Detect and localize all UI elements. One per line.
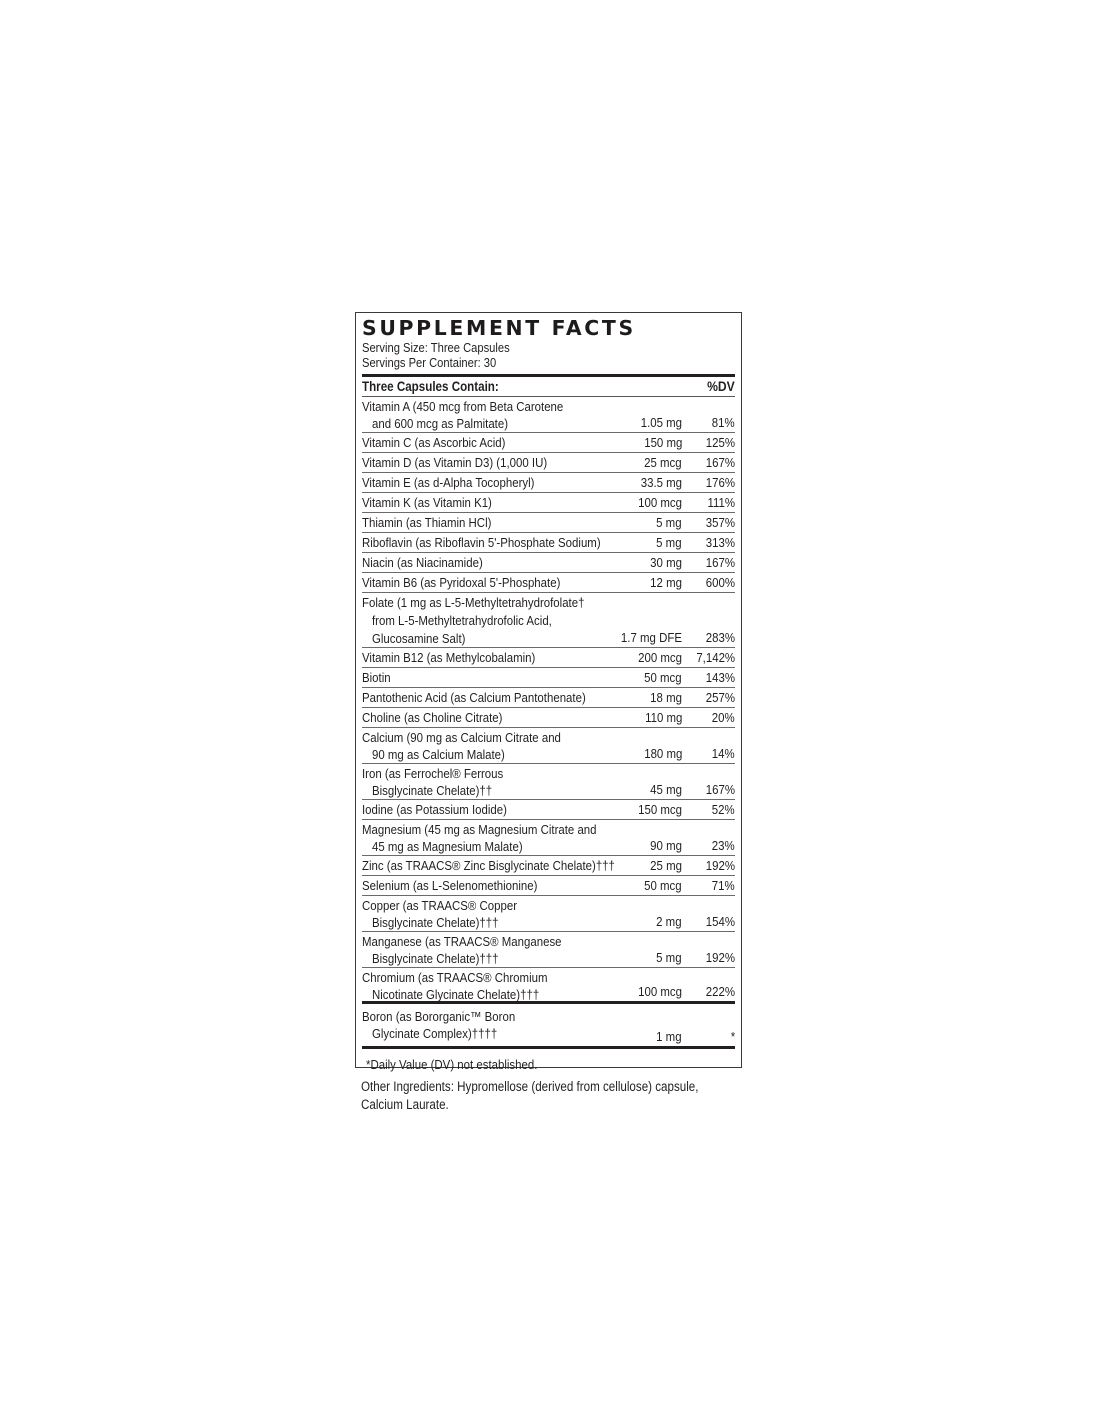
nutrient-dv bbox=[690, 649, 735, 666]
nutrient-dv-text: 20% bbox=[712, 710, 735, 725]
nutrient-row bbox=[362, 493, 735, 513]
nutrient-amount bbox=[634, 414, 682, 431]
nutrient-row bbox=[362, 593, 735, 648]
nutrient-row bbox=[362, 932, 735, 968]
nutrient-dv bbox=[701, 983, 735, 1000]
nutrient-amount-text: 100 mcg bbox=[638, 495, 682, 510]
nutrient-dv-text: 222% bbox=[705, 984, 735, 999]
nutrient-dv bbox=[701, 534, 735, 551]
nutrient-name-text: Copper (as TRAACS® Copper bbox=[362, 898, 518, 913]
nutrient-amount bbox=[631, 494, 682, 511]
nutrient-amount-text: 1.05 mg bbox=[640, 415, 682, 430]
nutrient-name-text: Iron (as Ferrochel® Ferrous bbox=[362, 766, 504, 781]
nutrient-dv-text: 81% bbox=[712, 415, 735, 430]
header-contain-label: Three Capsules Contain: bbox=[362, 379, 499, 394]
nutrient-dv bbox=[701, 629, 735, 646]
nutrient-name-text: Pantothenic Acid (as Calcium Pantothenate) bbox=[362, 690, 586, 705]
nutrient-name-line bbox=[362, 897, 735, 914]
servings-per-container bbox=[362, 355, 735, 370]
serving-size bbox=[362, 340, 735, 355]
nutrient-name-text: Zinc (as TRAACS® Zinc Bisglycinate Chelate)††† bbox=[362, 858, 615, 873]
nutrient-amount bbox=[638, 745, 682, 762]
nutrient-amount-text: 110 mg bbox=[644, 710, 682, 725]
nutrient-dv bbox=[708, 801, 735, 818]
nutrient-dv bbox=[701, 913, 735, 930]
nutrient-dv bbox=[708, 709, 735, 726]
table-header bbox=[362, 377, 735, 397]
panel-title: SUPPLEMENT FACTS bbox=[362, 316, 636, 340]
nutrient-dv-text: 600% bbox=[705, 575, 735, 590]
nutrient-dv bbox=[701, 949, 735, 966]
nutrient-name-text: Vitamin K (as Vitamin K1) bbox=[362, 495, 492, 510]
nutrient-dv bbox=[701, 434, 735, 451]
nutrient-dv-text: 167% bbox=[705, 455, 735, 470]
nutrient-name-text: Vitamin A (450 mcg from Beta Carotene bbox=[362, 399, 564, 414]
header-dv-label: %DV bbox=[707, 379, 735, 394]
nutrient-row bbox=[362, 513, 735, 533]
dv-footnote bbox=[362, 1056, 735, 1073]
nutrient-amount-text: 5 mg bbox=[656, 515, 682, 530]
nutrient-row-boron bbox=[362, 1004, 735, 1049]
nutrient-dv bbox=[701, 514, 735, 531]
nutrient-name-line bbox=[362, 1008, 735, 1025]
dv-footnote-text: *Daily Value (DV) not established. bbox=[366, 1057, 538, 1072]
nutrient-dv-text: 52% bbox=[712, 802, 735, 817]
nutrient-row bbox=[362, 800, 735, 820]
nutrient-dv-text: 283% bbox=[705, 630, 735, 645]
nutrient-amount-text: 25 mg bbox=[650, 858, 682, 873]
nutrient-amount bbox=[638, 454, 682, 471]
nutrient-dv bbox=[708, 414, 735, 431]
nutrient-name-text: Niacin (as Niacinamide) bbox=[362, 555, 483, 570]
nutrient-row bbox=[362, 820, 735, 856]
nutrient-amount bbox=[631, 983, 682, 1000]
nutrient-dv-text: 176% bbox=[705, 475, 735, 490]
nutrient-amount-text: 25 mcg bbox=[644, 455, 682, 470]
nutrient-amount bbox=[645, 554, 682, 571]
nutrient-name-line bbox=[362, 821, 735, 838]
nutrient-name-text: Glycinate Complex)†††† bbox=[372, 1026, 498, 1041]
nutrient-dv-text: 7,142% bbox=[696, 650, 735, 665]
nutrient-amount-text: 1.7 mg DFE bbox=[620, 630, 682, 645]
nutrient-row bbox=[362, 856, 735, 876]
nutrient-amount-text: 180 mg bbox=[643, 746, 682, 761]
nutrient-amount bbox=[645, 689, 682, 706]
nutrient-row bbox=[362, 728, 735, 764]
nutrient-amount-text: 2 mg bbox=[656, 914, 682, 929]
nutrient-dv bbox=[701, 454, 735, 471]
serving-size-text: Serving Size: Three Capsules bbox=[362, 340, 510, 355]
nutrient-amount bbox=[638, 434, 682, 451]
nutrient-name-line bbox=[362, 765, 735, 782]
nutrient-dv bbox=[701, 474, 735, 491]
nutrient-amount bbox=[631, 649, 682, 666]
nutrient-name-text: Vitamin C (as Ascorbic Acid) bbox=[362, 435, 506, 450]
nutrient-name-text: 45 mg as Magnesium Malate) bbox=[372, 839, 523, 854]
nutrient-name-text: Thiamin (as Thiamin HCl) bbox=[362, 515, 492, 530]
nutrient-name-text: Bisglycinate Chelate)††† bbox=[372, 915, 499, 930]
nutrient-name-text: Choline (as Choline Citrate) bbox=[362, 710, 503, 725]
nutrient-amount-text: 1 mg bbox=[656, 1029, 682, 1044]
nutrient-name-text: Folate (1 mg as L-5-Methyltetrahydrofolate† bbox=[362, 595, 585, 610]
nutrient-dv bbox=[701, 554, 735, 571]
nutrient-name-text: Vitamin D (as Vitamin D3) (1,000 IU) bbox=[362, 455, 548, 470]
nutrient-amount bbox=[652, 949, 682, 966]
nutrient-dv bbox=[701, 669, 735, 686]
nutrient-row bbox=[362, 453, 735, 473]
nutrient-amount-text: 100 mcg bbox=[638, 984, 682, 999]
nutrient-amount bbox=[652, 534, 682, 551]
nutrient-dv bbox=[708, 837, 735, 854]
nutrient-name-text: Nicotinate Glycinate Chelate)††† bbox=[372, 987, 540, 1002]
nutrient-row bbox=[362, 473, 735, 493]
nutrient-dv-text: 192% bbox=[705, 858, 735, 873]
nutrient-name-text: and 600 mcg as Palmitate) bbox=[372, 416, 509, 431]
nutrient-amount-text: 33.5 mg bbox=[640, 475, 682, 490]
nutrient-name-line bbox=[362, 612, 735, 630]
nutrient-name-text: Glucosamine Salt) bbox=[372, 631, 466, 646]
other-ingredients-line-1 bbox=[361, 1078, 741, 1096]
nutrient-amount bbox=[652, 1028, 682, 1045]
nutrient-dv-text: 125% bbox=[705, 435, 735, 450]
nutrient-row bbox=[362, 533, 735, 553]
nutrient-amount bbox=[638, 877, 682, 894]
other-ingredients-text: Other Ingredients: Hypromellose (derived from cellulose) capsule, bbox=[361, 1079, 699, 1094]
other-ingredients-text: Calcium Laurate. bbox=[361, 1097, 449, 1112]
nutrient-amount bbox=[638, 669, 682, 686]
nutrient-dv-text: * bbox=[730, 1029, 735, 1044]
nutrient-row bbox=[362, 573, 735, 593]
nutrient-amount-text: 50 mcg bbox=[644, 670, 682, 685]
nutrient-amount-text: 18 mg bbox=[650, 690, 682, 705]
nutrient-amount bbox=[639, 709, 682, 726]
nutrient-name-text: Riboflavin (as Riboflavin 5'-Phosphate Sodium) bbox=[362, 535, 601, 550]
nutrient-name-text: Selenium (as L-Selenomethionine) bbox=[362, 878, 538, 893]
nutrient-amount bbox=[652, 913, 682, 930]
nutrient-amount-text: 90 mg bbox=[650, 838, 682, 853]
nutrient-amount-text: 200 mcg bbox=[638, 650, 682, 665]
nutrient-name-text: Biotin bbox=[362, 670, 391, 685]
nutrient-dv-text: 257% bbox=[705, 690, 735, 705]
nutrient-name-text: Vitamin B6 (as Pyridoxal 5'-Phosphate) bbox=[362, 575, 561, 590]
nutrient-name-text: 90 mg as Calcium Malate) bbox=[372, 747, 505, 762]
nutrient-table bbox=[362, 397, 735, 1004]
nutrient-row bbox=[362, 397, 735, 433]
nutrient-amount-text: 50 mcg bbox=[644, 878, 682, 893]
servings-per-container-text: Servings Per Container: 30 bbox=[362, 355, 497, 370]
nutrient-dv bbox=[701, 857, 735, 874]
nutrient-name-line bbox=[362, 933, 735, 950]
nutrient-row bbox=[362, 764, 735, 800]
other-ingredients-line-2 bbox=[361, 1096, 741, 1114]
nutrient-row bbox=[362, 668, 735, 688]
nutrient-amount bbox=[645, 857, 682, 874]
nutrient-row bbox=[362, 708, 735, 728]
nutrient-row bbox=[362, 688, 735, 708]
nutrient-amount bbox=[634, 474, 682, 491]
nutrient-dv bbox=[730, 1028, 735, 1045]
nutrient-row bbox=[362, 876, 735, 896]
nutrient-amount-text: 45 mg bbox=[650, 782, 682, 797]
nutrient-row bbox=[362, 433, 735, 453]
nutrient-row bbox=[362, 896, 735, 932]
nutrient-name-line bbox=[362, 729, 735, 746]
nutrient-row bbox=[362, 968, 735, 1004]
nutrient-dv-text: 154% bbox=[705, 914, 735, 929]
other-ingredients bbox=[361, 1078, 741, 1114]
nutrient-dv-text: 192% bbox=[705, 950, 735, 965]
nutrient-amount bbox=[645, 574, 682, 591]
nutrient-name-text: Iodine (as Potassium Iodide) bbox=[362, 802, 507, 817]
nutrient-dv bbox=[708, 877, 735, 894]
nutrient-amount-text: 150 mcg bbox=[638, 802, 682, 817]
nutrient-name-text: Bisglycinate Chelate)††† bbox=[372, 951, 499, 966]
nutrient-amount bbox=[611, 629, 682, 646]
nutrient-amount-text: 5 mg bbox=[656, 535, 682, 550]
nutrient-dv-text: 143% bbox=[705, 670, 735, 685]
nutrient-amount bbox=[652, 514, 682, 531]
nutrient-name-text: Vitamin E (as d-Alpha Tocopheryl) bbox=[362, 475, 535, 490]
nutrient-dv bbox=[701, 574, 735, 591]
nutrient-dv-text: 167% bbox=[705, 555, 735, 570]
nutrient-dv bbox=[701, 781, 735, 798]
nutrient-name-text: Bisglycinate Chelate)†† bbox=[372, 783, 493, 798]
nutrient-dv-text: 111% bbox=[707, 495, 735, 510]
nutrient-amount-text: 12 mg bbox=[650, 575, 682, 590]
nutrient-dv bbox=[701, 689, 735, 706]
nutrient-name-line bbox=[362, 398, 735, 415]
nutrient-name-text: Magnesium (45 mg as Magnesium Citrate and bbox=[362, 822, 597, 837]
nutrient-dv-text: 167% bbox=[705, 782, 735, 797]
nutrient-amount-text: 30 mg bbox=[650, 555, 682, 570]
nutrient-name-text: Boron (as Bororganic™ Boron bbox=[362, 1009, 516, 1024]
supplement-facts-panel bbox=[355, 312, 742, 1072]
nutrient-name-line bbox=[362, 594, 735, 612]
nutrient-dv-text: 71% bbox=[712, 878, 735, 893]
nutrient-name-text: Chromium (as TRAACS® Chromium bbox=[362, 970, 548, 985]
nutrient-dv bbox=[703, 494, 735, 511]
nutrient-amount bbox=[645, 781, 682, 798]
nutrient-dv-text: 23% bbox=[712, 838, 735, 853]
nutrient-amount bbox=[631, 801, 682, 818]
nutrient-amount-text: 5 mg bbox=[656, 950, 682, 965]
nutrient-row bbox=[362, 648, 735, 668]
nutrient-name-text: Manganese (as TRAACS® Manganese bbox=[362, 934, 562, 949]
nutrient-row bbox=[362, 553, 735, 573]
nutrient-dv bbox=[708, 745, 735, 762]
nutrient-amount bbox=[645, 837, 682, 854]
nutrient-dv-text: 313% bbox=[705, 535, 735, 550]
nutrient-dv-text: 14% bbox=[712, 746, 735, 761]
nutrient-name-text: Calcium (90 mg as Calcium Citrate and bbox=[362, 730, 561, 745]
nutrient-name-text: from L-5-Methyltetrahydrofolic Acid, bbox=[372, 613, 552, 628]
nutrient-amount-text: 150 mg bbox=[643, 435, 682, 450]
nutrient-name-text: Vitamin B12 (as Methylcobalamin) bbox=[362, 650, 536, 665]
nutrient-dv-text: 357% bbox=[705, 515, 735, 530]
